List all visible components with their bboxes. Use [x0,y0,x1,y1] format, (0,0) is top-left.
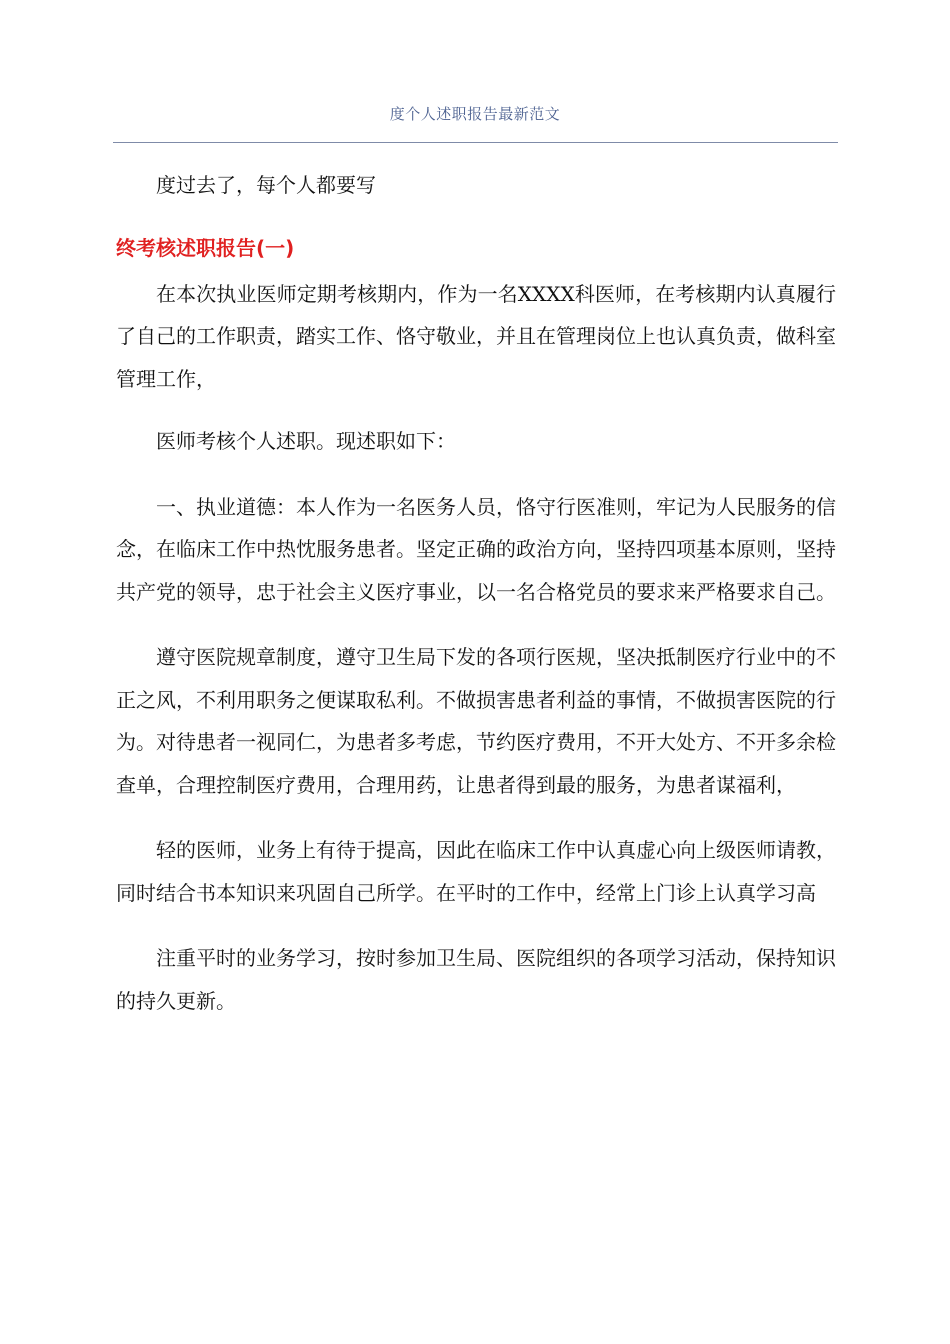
page-header-title: 度个人述职报告最新范文 [389,105,561,123]
document-body [116,164,836,1022]
intro-paragraph: 度过去了，每个人都要写 [156,173,376,197]
section-heading: 终考核述职报告(一) [116,235,295,260]
header-divider [113,142,838,143]
body-paragraph-4: 遵守医院规章制度，遵守卫生局下发的各项行医规，坚决抵制医疗行业中的不正之风，不利用职务之便谋取私利。不做损害患者利益的事情，不做损害医院的行为。对待患者一视同仁，为患者多考虑，节约医疗费用，不开大处方、不开多余检查单，合理控制医疗费用，合理用药，让患者得到最的服务，为患者谋福利， [116,645,836,797]
body-paragraph-1: 在本次执业医师定期考核期内，作为一名XXXX科医师，在考核期内认真履行了自己的工作职责，踏实工作、恪守敬业，并且在管理岗位上也认真负责，做科室管理工作， [116,281,836,391]
body-paragraph-2: 医师考核个人述职。现述职如下： [156,429,456,453]
body-paragraph-6: 注重平时的业务学习，按时参加卫生局、医院组织的各项学习活动，保持知识的持久更新。 [116,946,836,1013]
body-paragraph-5: 轻的医师，业务上有待于提高，因此在临床工作中认真虚心向上级医师请教，同时结合书本知识来巩固自己所学。在平时的工作中，经常上门诊上认真学习高 [116,838,836,905]
body-paragraph-3: 一、执业道德：本人作为一名医务人员，恪守行医准则，牢记为人民服务的信念，在临床工作中热忱服务患者。坚定正确的政治方向，坚持四项基本原则，坚持共产党的领导，忠于社会主义医疗事业，以一名合格党员的要求来严格要求自己。 [116,494,836,604]
